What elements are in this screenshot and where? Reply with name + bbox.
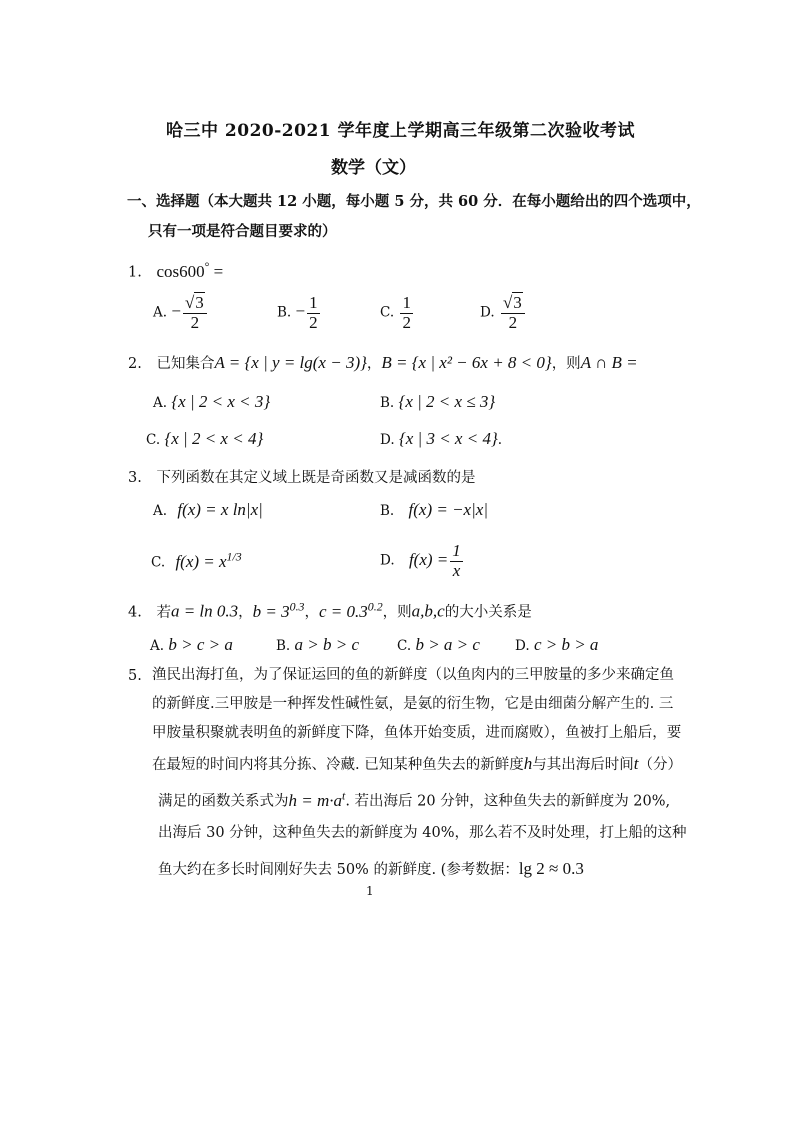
question-5-line5: 满足的函数关系式为$h = m\cdot a^t$. 若出海后 20 分钟，这种鱼失去的新鲜度为 20%, (158, 788, 671, 810)
question-number: 3. (128, 470, 142, 486)
question-5-line6: 出海后 30 分钟，这种鱼失去的新鲜度为 40%，那么若不及时处理，打上船的这种 (158, 825, 687, 841)
question-5-line1: 渔民出海打鱼，为了保证运回的鱼的新鲜度（以鱼肉内的三甲胺量的多少来确定鱼 (152, 667, 674, 683)
q2-option-d: D. {x | 3 < x < 4}. (380, 429, 503, 448)
question-5-line3: 甲胺量积聚就表明鱼的新鲜度下降，鱼体开始变质，进而腐败），鱼被打上船后，要 (152, 725, 682, 741)
q1-option-b: B. − $\frac{1}{2}$ (277, 293, 318, 332)
question-3: 3. 下列函数在其定义域上既是奇函数又是减函数的是 (128, 470, 476, 486)
q2-option-b: B. {x | 2 < x ≤ 3} (380, 392, 496, 411)
q3-option-a: A. f(x) = x ln|x| (153, 500, 263, 519)
question-4: 4. 若a = ln 0.3，$b = 3^{0.3}$，$c = 0.3^{0.2}$，则a,b,c的大小关系是 (128, 599, 532, 621)
question-number: 2. (128, 356, 142, 372)
q4-option-a: A. b > c > a (150, 635, 233, 654)
question-5-number: 5. (128, 668, 142, 684)
question-1 (128, 259, 223, 282)
question-number: 4. (128, 604, 142, 621)
question-5-line7: 鱼大约在多长时间刚好失去 50% 的新鲜度. (参考数据：lg 2 ≈ 0.3 (158, 859, 584, 878)
page-number: 1 (366, 884, 374, 898)
q1-option-d: D. $\frac{√3}{2}$ (480, 294, 527, 332)
q4-option-b: B. a > b > c (276, 635, 360, 654)
q1-option-a: A. − $\frac{√3}{2}$ (153, 294, 209, 332)
q3-option-d: D. f(x) = $\frac{1}{x}$ (380, 541, 461, 580)
q2-option-a: A. {x | 2 < x < 3} (153, 392, 271, 411)
exam-title: 哈三中 2020-2021 学年度上学期高三年级第二次验收考试 (166, 121, 636, 141)
q3-option-c: C. $f(x) = x^{1/3}$ (151, 549, 242, 571)
exam-subtitle: 数学（文） (331, 158, 416, 178)
section-heading-line1: 一、选择题（本大题共 12 小题，每小题 5 分，共 60 分．在每小题给出的四个选项中， (127, 193, 701, 210)
q2-option-c: C. {x | 2 < x < 4} (146, 429, 264, 448)
q3-option-b: B. f(x) = −x|x| (380, 500, 488, 519)
q1-option-c: C. $\frac{1}{2}$ (380, 293, 411, 332)
section-heading-line2: 只有一项是符合题目要求的） (148, 223, 337, 240)
question-stem: cos600° = (156, 259, 224, 281)
q4-option-c: C. b > a > c (397, 635, 480, 654)
question-5-line4: 在最短的时间内将其分拣、冷藏. 已知某种鱼失去的新鲜度h与其出海后时间t（分） (152, 754, 682, 773)
question-number: 1. (128, 264, 142, 281)
q4-option-d: D. c > b > a (515, 635, 599, 654)
question-2: 2. 已知集合A = {x | y = lg(x − 3)}，B = {x | x² − 6x + 8 < 0}，则A ∩ B = (128, 353, 638, 372)
question-5-line2: 的新鲜度.三甲胺是一种挥发性碱性氨，是氨的衍生物，它是由细菌分解产生的. 三 (152, 696, 674, 712)
